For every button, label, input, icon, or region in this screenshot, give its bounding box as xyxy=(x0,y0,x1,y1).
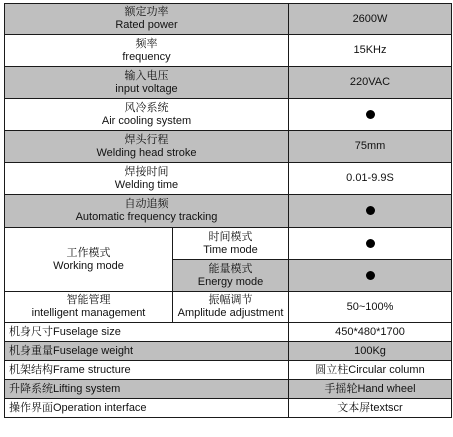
label-en: Fuselage weight xyxy=(53,344,134,357)
label-en: frequency xyxy=(122,50,171,63)
label-time-mode xyxy=(173,228,289,260)
label-cn: 机身重量 xyxy=(9,344,53,357)
label-en: Fuselage size xyxy=(53,325,121,338)
label-cn: 焊头行程 xyxy=(124,133,169,146)
spec-table xyxy=(4,3,452,418)
label-cn: 自动追频 xyxy=(124,198,169,210)
label-en: Energy mode xyxy=(197,275,264,288)
label-en: Automatic frequency tracking xyxy=(75,211,218,223)
filled-dot-icon xyxy=(366,110,375,119)
table-row-time-mode xyxy=(5,228,452,260)
label-en: Rated power xyxy=(115,19,178,31)
label-en: Time mode xyxy=(203,243,258,256)
label-cn: 升降系统 xyxy=(9,382,53,395)
label-freq-tracking xyxy=(5,195,289,228)
label-energy-mode xyxy=(173,260,289,292)
label-working-mode xyxy=(5,228,173,292)
label-en: intelligent management xyxy=(31,307,146,319)
table-row-welding-head-stroke xyxy=(5,131,452,163)
label-lifting-system xyxy=(5,380,289,399)
table-row-lifting-system xyxy=(5,380,452,399)
label-en: Amplitude adjustment xyxy=(177,307,284,319)
label-intelligent-management xyxy=(5,292,173,323)
table-row-freq-tracking xyxy=(5,195,452,228)
value-lifting-system: 手摇轮Hand wheel xyxy=(289,380,452,399)
label-en: Lifting system xyxy=(53,382,121,395)
label-rated-power xyxy=(5,4,289,35)
label-input-voltage xyxy=(5,67,289,99)
label-cn: 操作界面 xyxy=(9,401,53,414)
label-en: Frame structure xyxy=(53,363,131,376)
label-cn: 智能管理 xyxy=(66,294,111,306)
label-en: Air cooling system xyxy=(101,114,192,127)
value-time-mode xyxy=(289,228,452,260)
label-cn: 机身尺寸 xyxy=(9,325,53,338)
value-input-voltage: 220VAC xyxy=(289,67,452,99)
label-air-cooling xyxy=(5,99,289,131)
label-amplitude-adjustment xyxy=(173,292,289,323)
label-cn: 输入电压 xyxy=(124,69,169,82)
table-row-frame-structure xyxy=(5,361,452,380)
label-cn: 机架结构 xyxy=(9,363,53,376)
value-air-cooling xyxy=(289,99,452,131)
label-cn: 振幅调节 xyxy=(208,294,253,306)
table-row-rated-power xyxy=(5,4,452,35)
label-cn: 时间模式 xyxy=(208,230,253,243)
table-row-operation-interface xyxy=(5,399,452,418)
label-cn: 能量模式 xyxy=(208,262,253,275)
label-en: input voltage xyxy=(115,82,178,95)
label-fuselage-size xyxy=(5,323,289,342)
label-cn: 风冷系统 xyxy=(124,101,169,114)
value-rated-power: 2600W xyxy=(289,4,452,35)
value-operation-interface: 文本屏textscr xyxy=(289,399,452,418)
label-welding-head-stroke xyxy=(5,131,289,163)
label-operation-interface xyxy=(5,399,289,418)
table-row-intelligent-management xyxy=(5,292,452,323)
filled-dot-icon xyxy=(366,271,375,280)
value-frequency: 15KHz xyxy=(289,35,452,67)
label-frame-structure xyxy=(5,361,289,380)
label-welding-time xyxy=(5,163,289,195)
value-welding-time: 0.01-9.9S xyxy=(289,163,452,195)
label-en: Working mode xyxy=(53,259,124,272)
table-row-frequency xyxy=(5,35,452,67)
value-energy-mode xyxy=(289,260,452,292)
label-frequency xyxy=(5,35,289,67)
value-amplitude-adjustment: 50~100% xyxy=(289,292,452,323)
label-en: Operation interface xyxy=(53,401,147,414)
label-en: Welding time xyxy=(114,178,179,191)
value-fuselage-weight: 100Kg xyxy=(289,342,452,361)
value-freq-tracking xyxy=(289,195,452,228)
label-cn: 额定功率 xyxy=(124,6,169,18)
label-cn: 焊接时间 xyxy=(124,165,169,178)
value-fuselage-size: 450*480*1700 xyxy=(289,323,452,342)
label-cn: 频率 xyxy=(135,37,158,50)
filled-dot-icon xyxy=(366,239,375,248)
table-row-air-cooling xyxy=(5,99,452,131)
table-row-welding-time xyxy=(5,163,452,195)
table-row-input-voltage xyxy=(5,67,452,99)
label-en: Welding head stroke xyxy=(96,146,197,159)
filled-dot-icon xyxy=(366,206,375,215)
value-frame-structure: 圆立柱Circular column xyxy=(289,361,452,380)
value-welding-head-stroke: 75mm xyxy=(289,131,452,163)
label-fuselage-weight xyxy=(5,342,289,361)
label-cn: 工作模式 xyxy=(66,246,111,259)
table-row-fuselage-weight xyxy=(5,342,452,361)
table-row-fuselage-size xyxy=(5,323,452,342)
